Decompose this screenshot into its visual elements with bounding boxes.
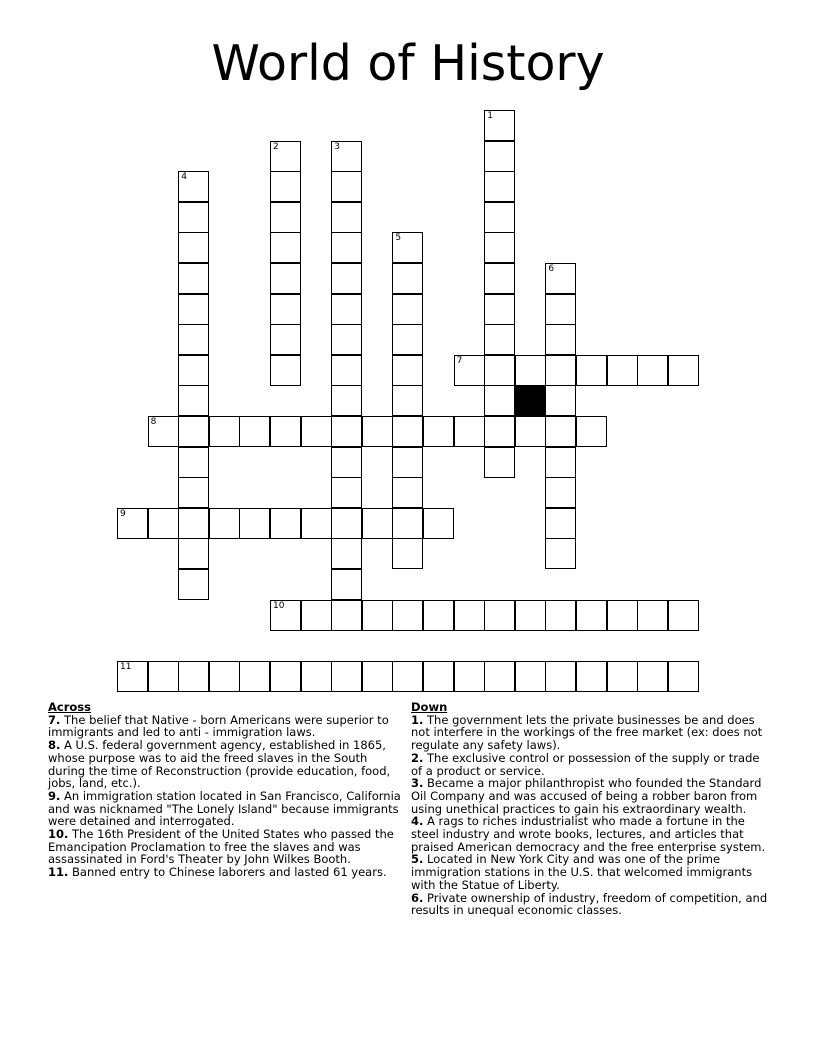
crossword-cell[interactable] bbox=[331, 385, 362, 416]
clue-number-label: 1 bbox=[487, 111, 493, 121]
crossword-cell[interactable] bbox=[117, 508, 148, 539]
down-clue-text: Located in New York City and was one of the prime immigration stations in the U.S. that welcomed immigrants with the Statue of Liberty. bbox=[411, 852, 753, 892]
down-clue-text: The exclusive control or possession of the supply or trade of a product or service. bbox=[411, 750, 760, 778]
down-clue bbox=[411, 714, 773, 752]
across-clue bbox=[48, 790, 402, 828]
crossword-cell[interactable] bbox=[117, 661, 148, 692]
across-clue bbox=[48, 714, 402, 739]
clue-number-label: 3 bbox=[334, 141, 340, 152]
down-clue bbox=[411, 752, 773, 777]
crossword-cell[interactable] bbox=[423, 661, 454, 692]
crossword-cell[interactable] bbox=[270, 600, 301, 631]
across-clue-number: 7. bbox=[48, 712, 61, 727]
crossword-cell[interactable] bbox=[178, 385, 209, 416]
crossword-cell[interactable] bbox=[484, 447, 515, 478]
across-clue-text: Banned entry to Chinese laborers and lasted 61 years. bbox=[72, 865, 387, 880]
crossword-cell[interactable] bbox=[576, 661, 607, 692]
crossword-cell[interactable] bbox=[668, 355, 699, 386]
crossword-cell[interactable] bbox=[178, 447, 209, 478]
clue-number-label: 6 bbox=[548, 264, 555, 274]
crossword-cell[interactable] bbox=[331, 447, 362, 478]
down-clue-number: 5. bbox=[411, 852, 424, 867]
clue-number-label: 2 bbox=[273, 141, 279, 152]
crossword-cell[interactable] bbox=[545, 355, 576, 386]
clue-number-label: 10 bbox=[273, 600, 285, 611]
crossword-cell[interactable] bbox=[576, 355, 607, 386]
crossword-cell[interactable] bbox=[331, 477, 362, 508]
crossword-cell[interactable] bbox=[423, 508, 454, 539]
crossword-cell[interactable] bbox=[178, 508, 209, 539]
crossword-cell[interactable] bbox=[515, 355, 546, 386]
clue-number-label: 7 bbox=[456, 355, 463, 366]
down-clue-text: Private ownership of industry, freedom of competition, and results in unequal economic classes. bbox=[411, 890, 768, 918]
crossword-cell[interactable] bbox=[178, 263, 209, 294]
crossword-cell[interactable] bbox=[545, 661, 576, 692]
down-clue-number: 6. bbox=[411, 890, 424, 905]
crossword-cell[interactable] bbox=[270, 661, 301, 692]
crossword-cell[interactable] bbox=[362, 508, 393, 539]
crossword-cell[interactable] bbox=[484, 324, 515, 355]
crossword-cell[interactable] bbox=[607, 661, 638, 692]
across-clue-number: 9. bbox=[48, 788, 61, 803]
clue-number-label: 11 bbox=[120, 661, 132, 672]
crossword-cell[interactable] bbox=[270, 171, 301, 202]
down-heading: Down bbox=[411, 700, 448, 714]
crossword-cell[interactable] bbox=[331, 263, 362, 294]
crossword-cell[interactable] bbox=[484, 232, 515, 263]
across-clue-text: An immigration station located in San Francisco, California and was nicknamed "The Lonely Island" because immigrants were detained and interrogated. bbox=[48, 788, 401, 829]
crossword-cell[interactable] bbox=[392, 538, 423, 569]
crossword-cell[interactable] bbox=[301, 661, 332, 692]
clue-number-label: 8 bbox=[150, 417, 157, 427]
crossword-cell[interactable] bbox=[484, 355, 515, 386]
crossword-cell[interactable] bbox=[331, 661, 362, 692]
crossword-cell[interactable] bbox=[178, 171, 209, 202]
crossword-cell[interactable] bbox=[392, 508, 423, 539]
crossword-cell[interactable] bbox=[576, 416, 607, 447]
crossword-cell[interactable] bbox=[484, 294, 515, 325]
crossword-cell[interactable] bbox=[392, 324, 423, 355]
crossword-cell[interactable] bbox=[301, 416, 332, 447]
crossword-cell[interactable] bbox=[331, 324, 362, 355]
crossword-cell[interactable] bbox=[239, 416, 270, 447]
crossword-black-square bbox=[515, 385, 546, 416]
crossword-cell[interactable] bbox=[178, 538, 209, 569]
crossword-cell[interactable] bbox=[392, 294, 423, 325]
crossword-cell[interactable] bbox=[178, 324, 209, 355]
crossword-cell[interactable] bbox=[331, 171, 362, 202]
down-clue-number: 4. bbox=[411, 814, 424, 829]
crossword-cell[interactable] bbox=[331, 600, 362, 631]
crossword-cell[interactable] bbox=[454, 416, 485, 447]
crossword-cell[interactable] bbox=[209, 508, 240, 539]
crossword-cell[interactable] bbox=[607, 600, 638, 631]
clue-number-label: 4 bbox=[181, 172, 187, 183]
down-clue-number: 3. bbox=[411, 776, 424, 791]
crossword-cell[interactable] bbox=[484, 171, 515, 202]
crossword-cell[interactable] bbox=[270, 355, 301, 386]
crossword-cell[interactable] bbox=[484, 661, 515, 692]
down-clues bbox=[411, 701, 773, 917]
down-clue bbox=[411, 777, 773, 815]
crossword-cell[interactable] bbox=[484, 600, 515, 631]
crossword-cell[interactable] bbox=[545, 447, 576, 478]
crossword-cell[interactable] bbox=[484, 202, 515, 233]
crossword-cell[interactable] bbox=[637, 355, 668, 386]
crossword-cell[interactable] bbox=[270, 508, 301, 539]
crossword-cell[interactable] bbox=[178, 569, 209, 600]
crossword-cell[interactable] bbox=[607, 355, 638, 386]
crossword-cell[interactable] bbox=[392, 263, 423, 294]
crossword-cell[interactable] bbox=[178, 477, 209, 508]
crossword-cell[interactable] bbox=[270, 202, 301, 233]
crossword-cell[interactable] bbox=[423, 600, 454, 631]
crossword-cell[interactable] bbox=[362, 600, 393, 631]
crossword-cell[interactable] bbox=[484, 416, 515, 447]
crossword-cell[interactable] bbox=[178, 232, 209, 263]
down-clue bbox=[411, 892, 773, 917]
crossword-cell[interactable] bbox=[392, 416, 423, 447]
crossword-cell[interactable] bbox=[392, 232, 423, 263]
crossword-cell[interactable] bbox=[668, 661, 699, 692]
crossword-cell[interactable] bbox=[637, 600, 668, 631]
crossword-cell[interactable] bbox=[270, 263, 301, 294]
across-clue bbox=[48, 866, 402, 879]
crossword-cell[interactable] bbox=[178, 661, 209, 692]
crossword-cell[interactable] bbox=[484, 110, 515, 141]
clue-number-label: 5 bbox=[395, 233, 402, 244]
crossword-cell[interactable] bbox=[392, 447, 423, 478]
crossword-cell[interactable] bbox=[454, 600, 485, 631]
across-clue-text: A U.S. federal government agency, established in 1865, whose purpose was to aid the freed slaves in the South during the time of Reconstruction (provide education, food, jobs, land, etc.). bbox=[48, 738, 391, 791]
crossword-cell[interactable] bbox=[178, 294, 209, 325]
crossword-cell[interactable] bbox=[270, 232, 301, 263]
crossword-cell[interactable] bbox=[239, 661, 270, 692]
crossword-cell[interactable] bbox=[392, 477, 423, 508]
down-clue-text: A rags to riches industrialist who made a fortune in the steel industry and wrote books, lectures, and articles that praised American democracy and the free enterprise system. bbox=[411, 814, 766, 854]
crossword-cell[interactable] bbox=[331, 232, 362, 263]
down-clue bbox=[411, 853, 773, 891]
crossword-cell[interactable] bbox=[392, 600, 423, 631]
crossword-cell[interactable] bbox=[515, 661, 546, 692]
crossword-cell[interactable] bbox=[637, 661, 668, 692]
puzzle-title: World of History bbox=[211, 35, 605, 92]
crossword-cell[interactable] bbox=[484, 385, 515, 416]
across-clue-number: 8. bbox=[48, 738, 61, 753]
crossword-cell[interactable] bbox=[545, 416, 576, 447]
crossword-cell[interactable] bbox=[545, 263, 576, 294]
crossword-cell[interactable] bbox=[362, 661, 393, 692]
crossword-cell[interactable] bbox=[301, 508, 332, 539]
crossword-cell[interactable] bbox=[484, 263, 515, 294]
crossword-cell[interactable] bbox=[545, 600, 576, 631]
crossword-cell[interactable] bbox=[331, 416, 362, 447]
crossword-cell[interactable] bbox=[392, 661, 423, 692]
across-heading: Across bbox=[48, 700, 91, 714]
crossword-cell[interactable] bbox=[270, 416, 301, 447]
crossword-cell[interactable] bbox=[270, 294, 301, 325]
across-clue-text: The 16th President of the United States who passed the Emancipation Proclamation to free the slaves and was assassinated in Ford's Theater by John Wilkes Booth. bbox=[48, 827, 394, 867]
crossword-cell[interactable] bbox=[270, 324, 301, 355]
down-clue-text: The government lets the private businesses be and does not interfere in the workings of the free market (ex: does not regulate any safety laws). bbox=[411, 712, 763, 753]
down-clue-number: 2. bbox=[411, 750, 424, 765]
across-clue-text: The belief that Native - born Americans were superior to immigrants and led to anti - immigration laws. bbox=[48, 712, 389, 740]
crossword-cell[interactable] bbox=[576, 600, 607, 631]
across-clues bbox=[48, 701, 402, 879]
crossword-cell[interactable] bbox=[545, 294, 576, 325]
crossword-cell[interactable] bbox=[148, 416, 179, 447]
across-clue-number: 10. bbox=[48, 827, 69, 842]
down-clue-text: Became a major philanthropist who founded the Standard Oil Company and was accused of being a robber baron from using unethical practices to gain his extraordinary wealth. bbox=[411, 776, 762, 816]
crossword-cell[interactable] bbox=[148, 508, 179, 539]
down-clue bbox=[411, 815, 773, 853]
crossword-cell[interactable] bbox=[148, 661, 179, 692]
crossword-cell[interactable] bbox=[178, 355, 209, 386]
across-clue-number: 11. bbox=[48, 865, 69, 880]
crossword-cell[interactable] bbox=[331, 538, 362, 569]
crossword-cell[interactable] bbox=[362, 416, 393, 447]
crossword-cell[interactable] bbox=[270, 141, 301, 172]
crossword-cell[interactable] bbox=[484, 141, 515, 172]
crossword-cell[interactable] bbox=[668, 600, 699, 631]
crossword-cell[interactable] bbox=[331, 141, 362, 172]
crossword-cell[interactable] bbox=[239, 508, 270, 539]
crossword-cell[interactable] bbox=[209, 661, 240, 692]
crossword-cell[interactable] bbox=[301, 600, 332, 631]
crossword-cell[interactable] bbox=[331, 508, 362, 539]
crossword-cell[interactable] bbox=[545, 385, 576, 416]
crossword-cell[interactable] bbox=[423, 416, 454, 447]
crossword-cell[interactable] bbox=[392, 355, 423, 386]
crossword-cell[interactable] bbox=[178, 202, 209, 233]
clue-number-label: 9 bbox=[120, 508, 126, 519]
crossword-cell[interactable] bbox=[454, 355, 485, 386]
crossword-cell[interactable] bbox=[331, 202, 362, 233]
crossword-cell[interactable] bbox=[178, 416, 209, 447]
crossword-cell[interactable] bbox=[331, 294, 362, 325]
crossword-cell[interactable] bbox=[331, 355, 362, 386]
down-clue-number: 1. bbox=[411, 712, 424, 727]
crossword-cell[interactable] bbox=[515, 416, 546, 447]
crossword-cell[interactable] bbox=[545, 477, 576, 508]
crossword-cell[interactable] bbox=[209, 416, 240, 447]
crossword-cell[interactable] bbox=[545, 538, 576, 569]
across-clue bbox=[48, 739, 402, 790]
crossword-cell[interactable] bbox=[545, 508, 576, 539]
crossword-cell[interactable] bbox=[545, 324, 576, 355]
crossword-cell[interactable] bbox=[331, 569, 362, 600]
across-clue bbox=[48, 828, 402, 866]
crossword-cell[interactable] bbox=[392, 385, 423, 416]
crossword-cell[interactable] bbox=[454, 661, 485, 692]
crossword-cell[interactable] bbox=[515, 600, 546, 631]
